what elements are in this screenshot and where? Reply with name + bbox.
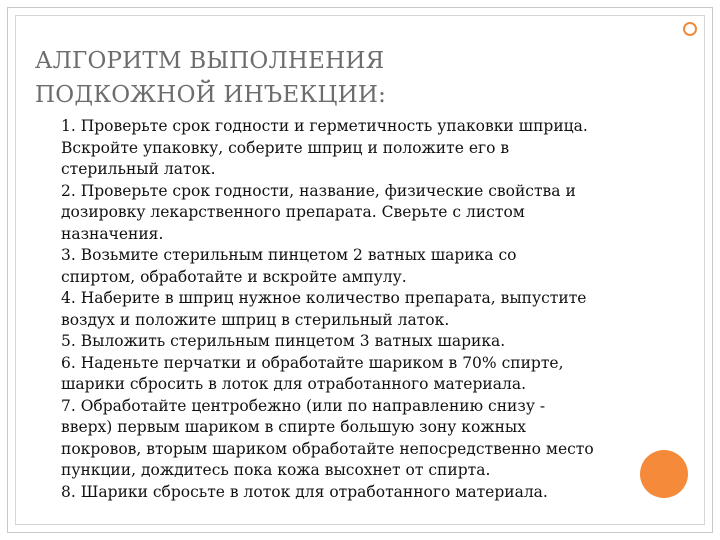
decorative-circle-icon — [640, 450, 688, 498]
step-item-1 — [61, 116, 691, 181]
step-text-line: воздух и положите шприц в стерильный латок. — [61, 310, 450, 329]
step-item-8 — [61, 482, 691, 504]
step-text-line: 2. Проверьте срок годности, название, физические свойства и — [61, 181, 576, 200]
step-text-line: 3. Возьмите стерильным пинцетом 2 ватных шарика со — [61, 246, 517, 264]
step-text-line: вверх) первым шариком в спирте большую зону кожных — [61, 418, 526, 436]
step-item-6 — [61, 353, 691, 396]
step-text-line: назначения. — [61, 224, 164, 243]
step-text-line: Вскройте упаковку, соберите шприц и положите его в — [61, 138, 510, 157]
step-text-line: стерильный латок. — [61, 160, 216, 178]
decorative-ring-icon — [683, 22, 697, 36]
page-title — [35, 44, 595, 112]
step-item-4 — [61, 288, 691, 331]
step-item-3 — [61, 245, 691, 288]
step-text-line: покровов, вторым шариком обработайте непосредственно место — [61, 439, 594, 458]
step-text-line: шарики сбросить в лоток для отработанного материала. — [61, 375, 526, 393]
step-text-line: спиртом, обработайте и вскройте ампулу. — [61, 267, 407, 286]
step-item-7 — [61, 396, 691, 482]
step-text-line: 4. Наберите в шприц нужное количество препарата, выпустите — [61, 289, 587, 307]
step-text-line: дозировку лекарственного препарата. Сверьте с листом — [61, 203, 525, 221]
step-text-line: 7. Обработайте центробежно (или по направлению снизу - — [61, 396, 546, 415]
title-line-1: АЛГОРИТМ ВЫПОЛНЕНИЯ — [35, 48, 385, 74]
step-text-line: 6. Наденьте перчатки и обработайте шариком в 70% спирте, — [61, 353, 564, 372]
step-text-line: 5. Выложить стерильным пинцетом 3 ватных шарика. — [61, 332, 506, 350]
step-text-line: 8. Шарики сбросьте в лоток для отработанного материала. — [61, 482, 548, 501]
step-item-5 — [61, 331, 691, 353]
step-text-line: 1. Проверьте срок годности и герметичность упаковки шприца. — [61, 117, 588, 135]
algorithm-steps-list — [61, 116, 691, 503]
step-item-2 — [61, 181, 691, 246]
title-line-2: ПОДКОЖНОЙ ИНЪЕКЦИИ: — [35, 82, 387, 108]
step-text-line: пункции, дождитесь пока кожа высохнет от спирта. — [61, 461, 491, 479]
